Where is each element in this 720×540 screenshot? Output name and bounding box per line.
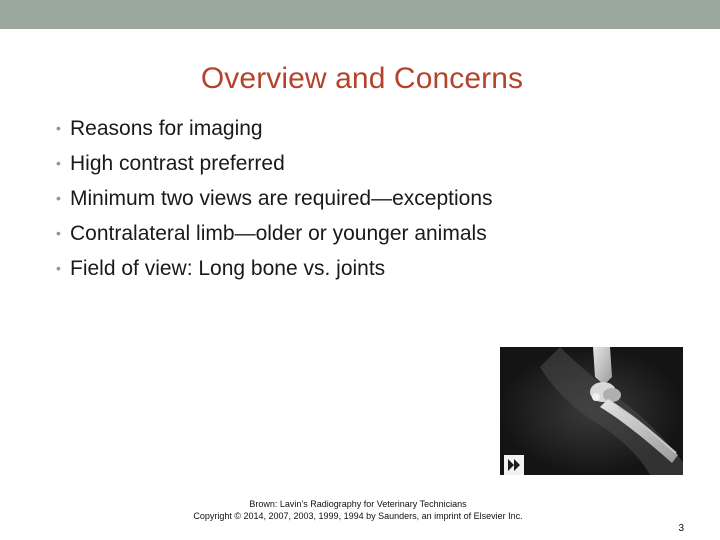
radiograph-drawing bbox=[500, 347, 683, 475]
bullet-item bbox=[56, 183, 493, 218]
page-number: 3 bbox=[678, 523, 684, 534]
bullet-dot-icon: • bbox=[56, 120, 61, 136]
bullet-dot-icon: • bbox=[56, 260, 61, 276]
bullet-text: Minimum two views are required—exceptions bbox=[70, 187, 493, 210]
bullet-text: Field of view: Long bone vs. joints bbox=[70, 257, 386, 280]
caption-line-2: Copyright © 2014, 2007, 2003, 1999, 1994 by Saunders, an imprint of Elsevier Inc. bbox=[193, 511, 523, 521]
bullet-item bbox=[56, 148, 493, 183]
bullet-text: Contralateral limb—older or younger animals bbox=[70, 222, 487, 245]
copyright-caption bbox=[0, 498, 716, 522]
bullet-list bbox=[56, 113, 493, 288]
top-decorative-bar bbox=[0, 0, 720, 29]
bullet-dot-icon: • bbox=[56, 155, 61, 171]
radiograph-image bbox=[500, 347, 683, 475]
bullet-dot-icon: • bbox=[56, 190, 61, 206]
slide-title: Overview and Concerns bbox=[200, 62, 524, 95]
caption-line-1: Brown: Lavin’s Radiography for Veterinary Technicians bbox=[249, 499, 467, 509]
bullet-text: Reasons for imaging bbox=[70, 117, 263, 140]
bullet-text: High contrast preferred bbox=[70, 152, 285, 175]
bullet-item bbox=[56, 218, 493, 253]
bullet-item bbox=[56, 113, 493, 148]
bullet-dot-icon: • bbox=[56, 225, 61, 241]
bullet-item bbox=[56, 253, 493, 288]
